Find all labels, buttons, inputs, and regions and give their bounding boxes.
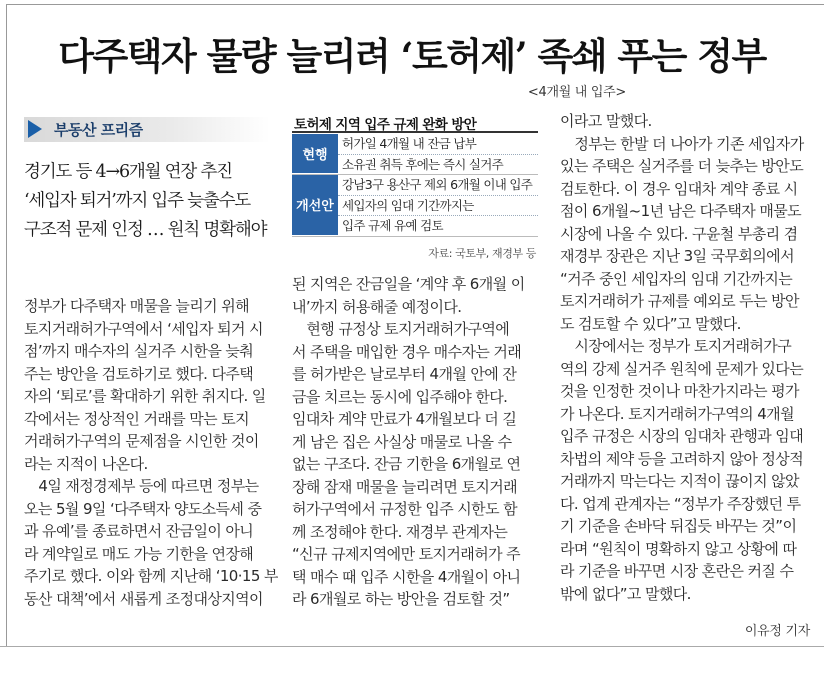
table-cell: 세입자의 임대 기간까지는 [338, 196, 538, 217]
body-line: 토지거래허가 규제를 예외로 두는 방안 [560, 292, 799, 310]
triangle-arrow-icon [28, 120, 42, 138]
body-line: 검토한다. 이 경우 임대차 계약 종료 시 [560, 179, 798, 198]
body-line: 오는 5월 9일 ‘다주택자 양도소득세 중 [24, 499, 262, 518]
body-line: 정부는 한발 더 나아가 기존 세입자가 [560, 134, 804, 153]
body-line: 된 지역은 잔금일을 ‘계약 후 6개월 이 [292, 275, 525, 293]
body-line: 허가구역에서 규정한 입주 시한도 함 [292, 500, 518, 518]
body-line: 시장에서는 정부가 토지거래허가구 [560, 337, 792, 355]
body-line: 차법의 제약 등을 고려하지 않아 정상적 [560, 449, 804, 468]
article-column-2 [292, 273, 538, 611]
body-line: 주기로 했다. 이와 함께 지난해 ‘10·15 부 [24, 567, 278, 585]
body-line: 현행 규정상 토지거래허가구역에 [292, 320, 510, 338]
body-line: 없는 구조다. 잔금 기한을 6개월로 연 [292, 455, 521, 473]
page-left-border [6, 4, 7, 646]
body-line: 4일 재정경제부 등에 따르면 정부는 [24, 477, 259, 495]
body-line: 이라고 말했다. [560, 112, 652, 130]
page-top-border [6, 4, 824, 5]
body-line: 토지거래허가구역에서 ‘세입자 퇴거 시 [24, 319, 263, 338]
body-line: 거래허가구역의 문제점을 시인한 것이 [24, 432, 259, 450]
body-line: 께 조정해야 한다. 재경부 관계자는 [292, 522, 508, 541]
body-line: 라며 “원칙이 명확하지 않고 상황에 따 [560, 539, 797, 558]
body-line: “신규 규제지역에만 토지거래허가 주 [292, 545, 521, 563]
regulation-table [292, 134, 538, 237]
body-line: 거래까지 막는다는 지적이 끊이지 않았 [560, 472, 799, 490]
table-source: 자료: 국토부, 재경부 등 [428, 247, 536, 260]
body-line: 라 계약일로 매도 가능 기한을 연장해 [24, 544, 254, 563]
deck-line: ‘세입자 퇴거’까지 입주 늦출수도 [24, 191, 250, 211]
body-line: 역의 강제 실거주 원칙에 문제가 있다는 [560, 359, 804, 378]
body-line: 라 기준을 바꾸면 시장 혼란은 커질 수 [560, 562, 794, 580]
deck-line: 구조적 문제 인정 … 원칙 명확해야 [24, 220, 267, 240]
table-row [292, 175, 538, 237]
body-line: 시장에 나올 수 있다. 구윤철 부총리 겸 [560, 224, 798, 243]
body-line: “거주 중인 세입자의 임대 기간까지는 [560, 269, 793, 288]
table-row-header: 개선안 [292, 175, 338, 236]
body-line: 라는 지적이 나온다. [24, 454, 148, 473]
body-line: 재경부 장관은 지난 3일 국무회의에서 [560, 247, 794, 265]
body-line: 가 나온다. 토지거래허가구역의 4개월 [560, 404, 794, 423]
body-line: 주는 방안을 검토하기로 했다. 다주택 [24, 364, 254, 383]
body-line: 게 남은 집은 사실상 매물로 나올 수 [292, 432, 512, 451]
body-line: 도 검토할 수 있다”고 말했다. [560, 314, 741, 333]
body-line: 다. 업계 관계자는 “정부가 주장했던 투 [560, 494, 801, 513]
body-line: 기 기준을 손바닥 뒤집듯 바꾸는 것”이 [560, 517, 797, 535]
table-cell: 소유권 취득 후에는 즉시 실거주 [342, 156, 503, 172]
table-top-rule [292, 131, 538, 133]
body-line: 각에서는 정상적인 거래를 막는 토지 [24, 409, 250, 428]
body-line: 금을 치르는 동시에 입주해야 한다. [292, 387, 508, 406]
deck-line: 경기도 등 4→6개월 연장 추진 [24, 162, 232, 182]
body-line: 과 유예’를 종료하면서 잔금일이 아니 [24, 522, 254, 540]
table-cell: 입주 규제 유예 검토 [342, 218, 443, 233]
body-line: 입주 규정은 시장의 임대차 관행과 임대 [560, 427, 804, 445]
table-row [292, 134, 538, 175]
table-row-header: 현행 [292, 134, 338, 174]
body-line: 내’까지 허용해줄 예정이다. [292, 297, 462, 316]
body-line: 정부가 다주택자 매물을 늘리기 위해 [24, 297, 250, 315]
body-line: 자의 ‘퇴로’를 확대하기 위한 취지다. 일 [24, 387, 266, 405]
section-label: 부동산 프리즘 [54, 121, 143, 139]
article-headline: 다주택자 물량 늘리려 ‘토허제’ 족쇄 푸는 정부 [58, 34, 766, 78]
article-column-3 [560, 110, 805, 605]
body-line: 밖에 없다”고 말했다. [560, 584, 691, 603]
body-line: 택 매수 때 입주 시한을 4개월이 아니 [292, 567, 521, 586]
body-line: 를 허가받은 날로부터 4개월 안에 잔 [292, 365, 517, 383]
body-line: 점이 6개월~1년 남은 다주택자 매물도 [560, 202, 801, 220]
body-line: 동산 대책’에서 새롭게 조정대상지역이 [24, 589, 263, 608]
article-subheadline: <4개월 내 입주> [527, 85, 626, 100]
table-cell: 허가일 4개월 내 잔금 납부 [338, 134, 538, 155]
body-line: 것을 인정한 것이나 마찬가지라는 평가 [560, 382, 799, 400]
page-bottom-border [0, 646, 824, 647]
reporter-byline: 이유정 기자 [744, 624, 810, 639]
body-line: 라 6개월로 하는 방안을 검토할 것” [292, 590, 510, 608]
body-line: 점’까지 매수자의 실거주 시한을 늦춰 [24, 342, 254, 360]
body-line: 있는 주택은 실거주를 더 늦추는 방안도 [560, 157, 804, 175]
article-column-1 [24, 295, 278, 610]
table-cell: 강남3구 용산구 제외 6개월 이내 입주 [338, 175, 538, 196]
body-line: 장해 잠재 매물을 늘리려면 토지거래 [292, 477, 518, 496]
body-line: 서 주택을 매입한 경우 매수자는 거래 [292, 342, 522, 361]
body-line: 임대차 계약 만료가 4개월보다 더 길 [292, 410, 517, 428]
table-title: 토허제 지역 입주 규제 완화 방안 [294, 117, 477, 133]
article-deck [24, 158, 280, 245]
